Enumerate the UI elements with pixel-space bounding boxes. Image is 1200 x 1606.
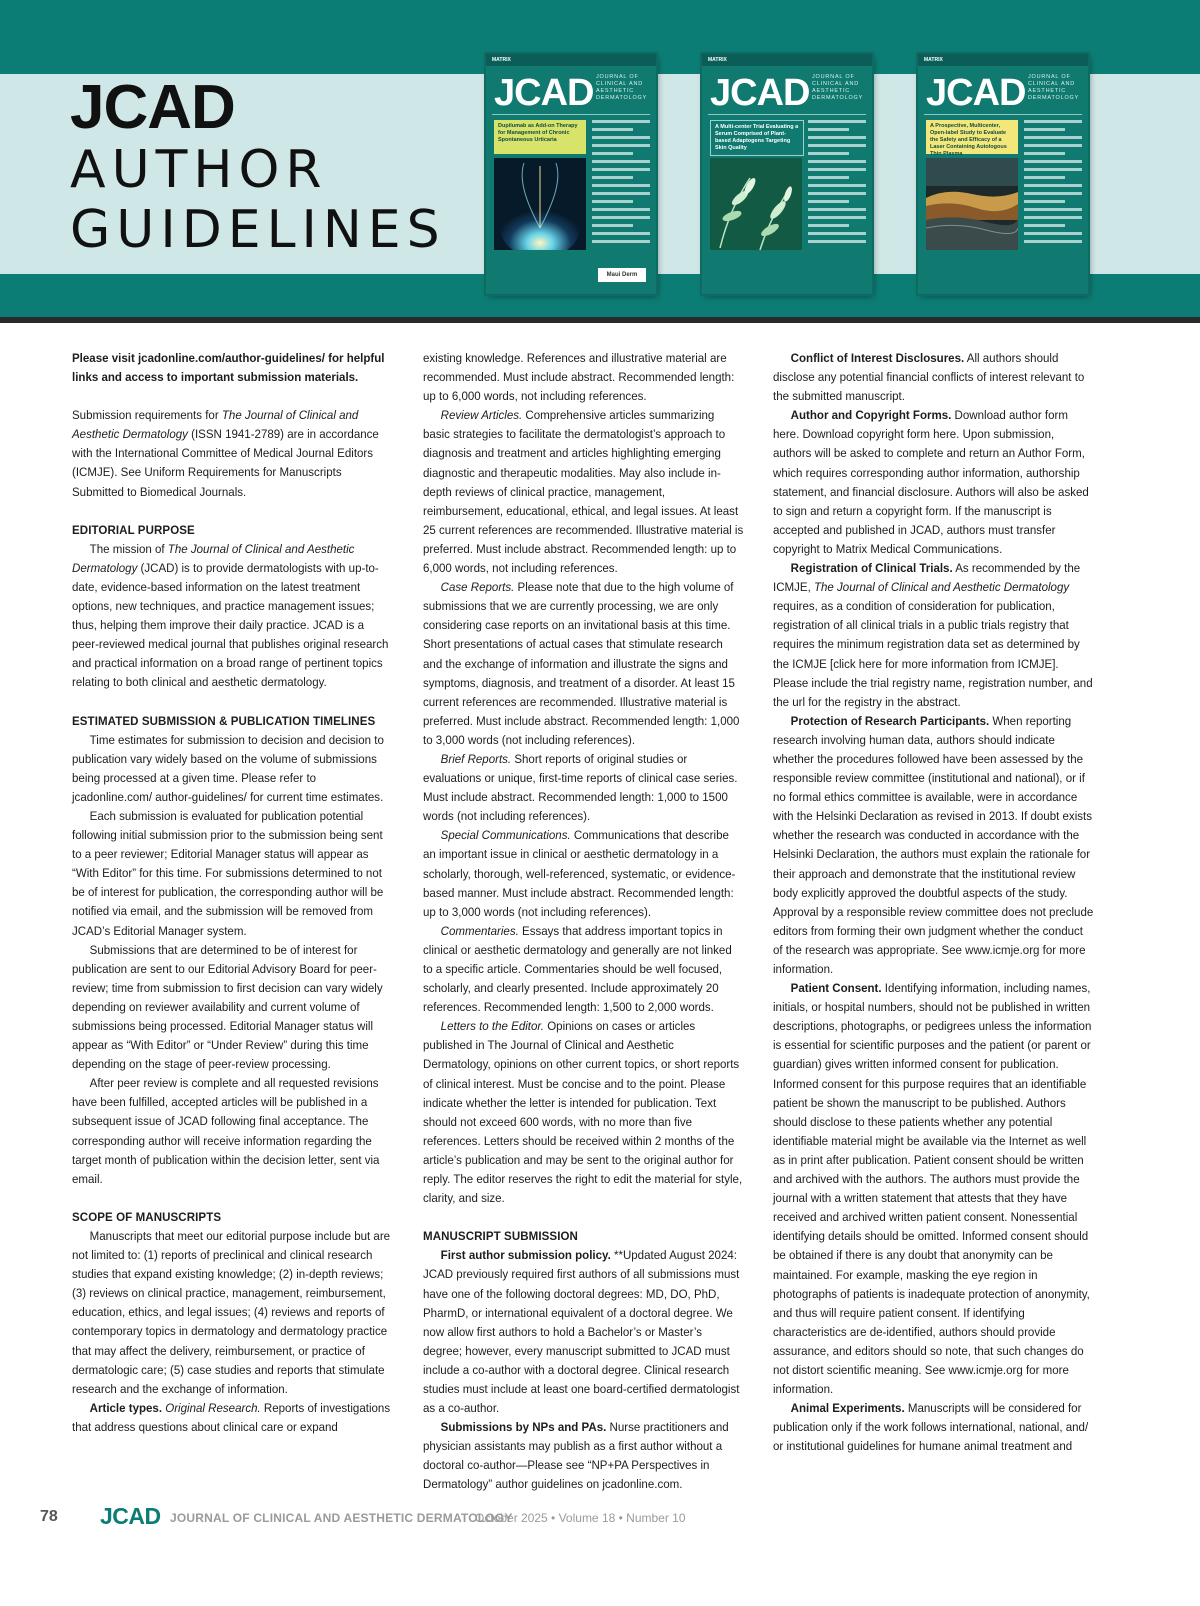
cover-art-leaves (710, 158, 802, 250)
cover-rule (924, 114, 1082, 115)
timelines-paragraph-3: Submissions that are determined to be of interest for publication are sent to our Editorial Advisory Board for peer-review; time from submission to first decision can vary widely depending on reviewer availability and current volume of submissions being processed. Editorial Manager status will appear as “With Editor” or “Under Review” during this time depending on the stage of peer-review processing. (72, 942, 383, 1072)
heading-scope: SCOPE OF MANUSCRIPTS (72, 1209, 222, 1224)
research-participants-paragraph: Protection of Research Participants. When reporting research involving human data, authors should indicate whether the procedures followed have been assessed by the responsible review committee (institutional and national), or if no formal ethics committee is available, were in accordance with the Helsinki Declaration as revised in 2013. If doubt exists whether the research was conducted in accordance with the Helsinki Declaration, the authors must explain the rationale for their approach and demonstrate that the institutional review body explicitly approved the doubtful aspects of the study. Approval by a responsible review committee does not preclude editors from forming their own judgment whether the conduct of the research was appropriate. See www.icmje.org for more information. (773, 713, 1094, 976)
text-column-3 (773, 349, 1094, 1456)
heading-manuscript-submission: MANUSCRIPT SUBMISSION (423, 1229, 578, 1244)
letters-paragraph: Letters to the Editor. Opinions on cases or articles published in The Journal of Clinical and Aesthetic Dermatology, opinions on other current topics, or short reports of clinical interest. Must be concise and to the point. Please indicate whether the letter is intended for publication. Text should not exceed 600 words, with no more than five references. Letters should be received within 2 months of the article’s publication and may be sent to the original author for reply. The editor reserves the right to edit the material for style, clarity, and size. (423, 1019, 743, 1206)
footer-journal-name: JOURNAL OF CLINICAL AND AESTHETIC DERMATOLOGY (170, 1511, 513, 1525)
page-footer (0, 1500, 1200, 1540)
heading-timelines: ESTIMATED SUBMISSION & PUBLICATION TIMELINES (72, 713, 376, 728)
brief-reports-paragraph: Brief Reports. Short reports of original studies or evaluations or unique, first-time reports of clinical case series. Must include abstract. Recommended length: 1,000 to 1500 words (not including references). (423, 751, 738, 824)
header-banner (0, 0, 1200, 322)
footer-issue-info: October 2025 • Volume 18 • Number 10 (475, 1511, 686, 1525)
timelines-paragraph-2: Each submission is evaluated for publication potential following initial submission prior to the submission being sent to a peer reviewer; Editorial Manager status will appear as “With Editor” for this time. For submissions determined to not be of interest for publication, the corresponding author will be notified via email, and the submission will be removed from JCAD’s Editorial Manager system. (72, 808, 384, 938)
cover-logo: JCAD (710, 72, 810, 114)
text-column-1 (72, 349, 391, 1437)
journal-cover-3 (918, 54, 1088, 294)
cover-toc (1024, 120, 1082, 248)
title-jcad: JCAD (70, 73, 235, 142)
copyright-forms-paragraph: Author and Copyright Forms. Download author form here. Download copyright form here. Upon submission, authors will be asked to complete and return an Author Form, which requires corresponding author information, authorship statement, and financial disclosure. Authors will also be asked to sign and return a copyright form. If the manuscript is accepted and published in JCAD, authors must transfer copyright to Matrix Medical Communications. (773, 408, 1089, 556)
text-column-2 (423, 349, 744, 1495)
timelines-paragraph-1: Time estimates for submission to decision and decision to publication vary widely based on the volume of submissions being processed at a given time. Please refer to jcadonline.com/ author-guidelines/ for current time estimates. (72, 732, 384, 804)
journal-cover-1 (486, 54, 656, 294)
cover-feature-title: Dupilumab as Add-on Therapy for Management of Chronic Spontaneous Urticaria (494, 120, 586, 154)
cover-sponsor-badge: Maui Derm (598, 268, 646, 282)
commentaries-paragraph: Commentaries. Essays that address important topics in clinical or aesthetic dermatology and generally are not linked to a specific article. Commentaries should be well focused, scholarly, and clearly presented. Include approximately 20 references. Recommended length: 1,500 to 2,000 words. (423, 923, 732, 1015)
cover-logo: JCAD (926, 72, 1026, 114)
cover-rule (492, 114, 650, 115)
cover-feature-title: A Prospective, Multicenter, Open-label Study to Evaluate the Safety and Efficacy of a Laser Containing Autologous Thin Plasma (926, 120, 1018, 154)
cover-subtitle: JOURNAL OF CLINICAL AND AESTHETIC DERMATOLOGY (596, 74, 648, 101)
cover-topstrip: MATRIX (918, 54, 1088, 66)
editorial-paragraph: The mission of The Journal of Clinical and Aesthetic Dermatology (JCAD) is to provide dermatologists with up-to-date, evidence-based information on the latest treatment options, new techniques, and practice management issues; thus, helping them improve their daily practice. JCAD is a peer-reviewed medical journal that publishes original research and practical information on a broad range of pertinent topics relating to both clinical and aesthetic dermatology. (72, 541, 389, 690)
first-author-policy-paragraph: First author submission policy. **Updated August 2024: JCAD previously required first authors of all submissions must have one of the following doctoral degrees: MD, DO, PhD, PharmD, or international equivalent of a doctoral degree. We now allow first authors to hold a Bachelor’s or Master’s degree; however, every manuscript submitted to JCAD must include a co-author with a doctoral degree. Clinical research studies must include at least one board-certified dermatologist as a co-author. (423, 1248, 740, 1416)
cover-topstrip: MATRIX (702, 54, 872, 66)
journal-cover-2 (702, 54, 872, 294)
title-guidelines: GUIDELINES (70, 200, 446, 260)
cover-art-glow (494, 158, 586, 250)
page-title (70, 73, 446, 260)
scope-paragraph: Manuscripts that meet our editorial purpose include but are not limited to: (1) reports of preclinical and clinical research studies that expand existing knowledge; (2) in-depth reviews; (3) reviews on clinical practice, management, reimbursement, education, ethics, and legal issues; (4) reviews and reports of contemporary topics in dermatology and dermatology practice that may affect the delivery, reimbursement, or practice of dermatologic care; (5) case studies and reports that stimulate research and the exchange of information. (72, 1228, 391, 1396)
patient-consent-paragraph: Patient Consent. Identifying information, including names, initials, or hospital numbers, should not be published in written descriptions, photographs, or pedigrees unless the information is essential for scientific purposes and the patient (or parent or guardian) gives written informed consent for publication. Informed consent for this purpose requires that an identifiable patient be shown the manuscript to be published. Authors should disclose to these patients whether any potential identifiable material might be available via the Internet as well as in print after publication. Patient consent should be written and archived with the authors. The authors must provide the journal with a written statement that attests that they have received and archived written patient consent. Nonessential identifying details should be omitted. Informed consent should be obtained if there is any doubt that anonymity can be maintained. For example, masking the eye region in photographs of patients is inadequate protection of anonymity, and thus will require patient consent. If identifying characteristics are de-identified, authors should provide assurance, and editors should so note, that such changes do not distort scientific meaning. See www.icmje.org for more information. (773, 981, 1092, 1397)
page-number: 78 (40, 1508, 58, 1525)
special-communications-paragraph: Special Communications. Communications that describe an important issue in clinical or aesthetic dermatology in a scholarly, thorough, well-referenced, systematic, or evidence-based manner. Must include abstract. Recommended length: up to 3,000 words (not including references). (423, 828, 736, 919)
timelines-paragraph-4: After peer review is complete and all requested revisions have been fulfilled, accepted articles will be published in a subsequent issue of JCAD following final acceptance. The corresponding author will receive information regarding the target month of publication within the decision letter, sent via email. (72, 1076, 380, 1186)
cover-toc (592, 120, 650, 248)
heading-editorial-purpose: EDITORIAL PURPOSE (72, 522, 195, 537)
review-articles-paragraph: Review Articles. Comprehensive articles summarizing basic strategies to facilitate the dermatologist’s approach to diagnosis and treatment and articles highlighting emerging diagnostic and therapeutic modalities. May also include in-depth reviews of clinical practice, management, reimbursement, educational, ethical, and legal issues. At least 25 current references are recommended. Illustrative material is preferred. Must include abstract. Recommended length: up to 6,000 words, not including references. (423, 408, 744, 576)
cover-subtitle: JOURNAL OF CLINICAL AND AESTHETIC DERMATOLOGY (1028, 74, 1080, 101)
cover-subtitle: JOURNAL OF CLINICAL AND AESTHETIC DERMATOLOGY (812, 74, 864, 101)
banner-divider (0, 317, 1200, 323)
np-pa-paragraph: Submissions by NPs and PAs. Nurse practitioners and physician assistants may publish as a first author without a doctoral co-author—Please see “NP+PA Perspectives in Dermatology” author guidelines on jcadonline.com. (423, 1420, 729, 1492)
cover-topstrip: MATRIX (486, 54, 656, 66)
intro-paragraph: Submission requirements for The Journal of Clinical and Aesthetic Dermatology (ISSN 1941-2789) are in accordance with the International Committee of Medical Journal Editors (ICMJE). See Uniform Requirements for Manuscripts Submitted to Biomedical Journals. (72, 408, 379, 499)
footer-logo: JCAD (100, 1503, 161, 1529)
animal-experiments-paragraph: Animal Experiments. Manuscripts will be considered for publication only if the work follows international, national, and/ or institutional guidelines for humane animal treatment and (773, 1401, 1089, 1454)
conflict-of-interest-paragraph: Conflict of Interest Disclosures. All authors should disclose any potential financial conflicts of interest relevant to the submitted manuscript. (773, 351, 1085, 404)
cover-logo: JCAD (494, 72, 594, 114)
cover-feature-title: A Multi-center Trial Evaluating a Serum Comprised of Plant-based Adaptogens Targeting Skin Quality (710, 120, 804, 156)
cover-rule (708, 114, 866, 115)
intro-note: Please visit jcadonline.com/author-guidelines/ for helpful links and access to important submission materials. (72, 351, 385, 385)
cover-toc (808, 120, 866, 248)
case-reports-paragraph: Case Reports. Please note that due to the high volume of submissions that we are currently processing, we are only considering case reports on an invitational basis at this time. Short presentations of actual cases that stimulate research and the exchange of information and illustrate the signs and symptoms, diagnosis, and treatment of a disorder. At least 15 current references are recommended. Illustrative material is preferred. Must include abstract. Recommended length: 1,000 to 3,000 words (not including references). (423, 580, 740, 747)
title-author: AUTHOR (70, 140, 328, 200)
clinical-trials-paragraph: Registration of Clinical Trials. As recommended by the ICMJE, The Journal of Clinical and Aesthetic Dermatology requires, as a condition of consideration for publication, registration of all clinical trials in a public trials registry that requires the minimum registration data set as determined by the ICMJE [click here for more information from ICMJE]. Please include the trial registry name, registration number, and the url for the registry in the abstract. (773, 561, 1093, 709)
article-types-paragraph: Article types. Original Research. Reports of investigations that address questions about clinical care or expand (72, 1400, 391, 1434)
original-research-continued: existing knowledge. References and illustrative material are recommended. Must include abstract. Recommended length: up to 6,000 words, not including references. (423, 351, 735, 404)
cover-art-landscape (926, 158, 1018, 250)
